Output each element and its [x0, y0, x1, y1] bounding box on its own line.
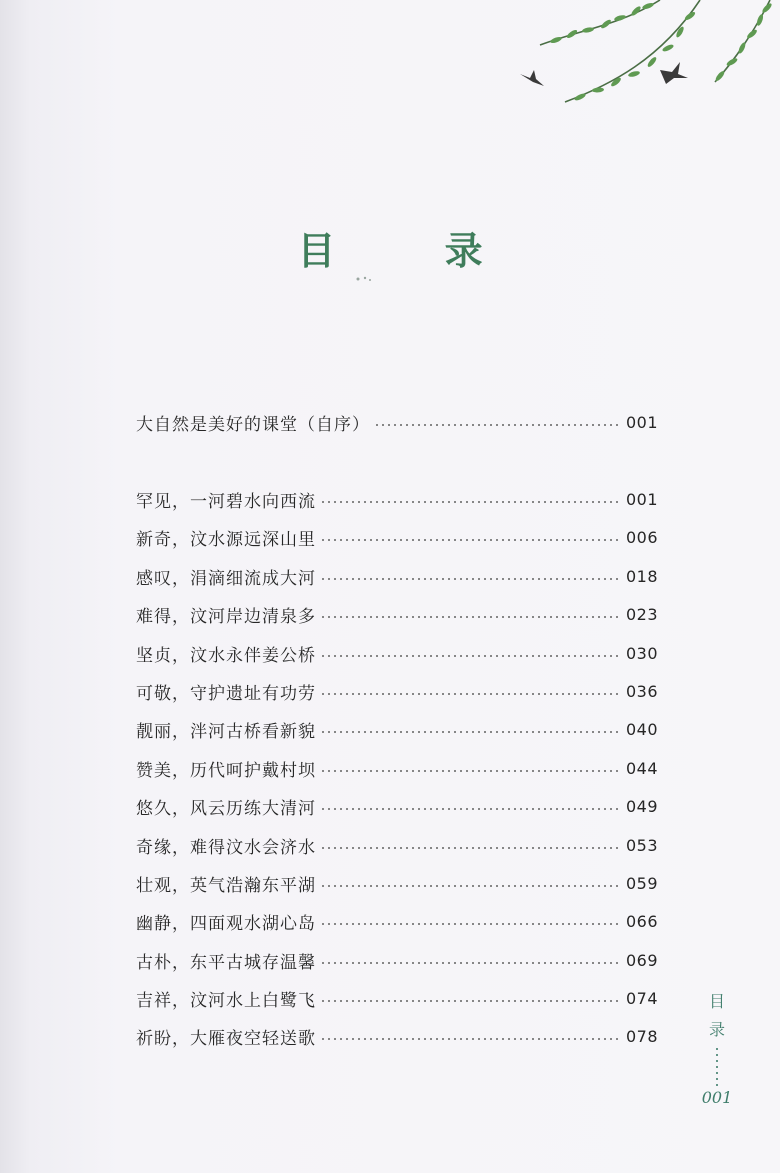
toc-page-number: 078 [625, 1026, 658, 1046]
toc-entry-label: 罕见，一河碧水向西流 [136, 491, 316, 512]
leader-dots [320, 1038, 618, 1040]
toc-row[interactable] [136, 484, 658, 514]
side-marker-char: 目 [708, 992, 725, 1011]
page-title: 目 录 [297, 228, 531, 273]
leader-dots [320, 501, 618, 503]
leader-dots [320, 693, 618, 695]
toc-page-number: 066 [625, 911, 658, 931]
decorative-smudge [352, 275, 376, 283]
leader-dots [320, 847, 618, 849]
toc-page-number: 049 [625, 796, 658, 816]
toc-entry-label: 感叹，涓滴细流成大河 [136, 568, 316, 589]
toc-entry-label: 赞美，历代呵护戴村坝 [136, 760, 316, 781]
toc-page-number: 018 [625, 566, 658, 586]
leader-dots [320, 731, 618, 733]
toc-page-number: 023 [625, 604, 658, 624]
toc-page-number: 059 [625, 873, 658, 893]
toc-page-number: 030 [625, 643, 658, 663]
side-marker-char: 录 [708, 1020, 725, 1039]
toc-entry-label: 坚贞，汶水永伴姜公桥 [136, 645, 316, 666]
toc-preface-row[interactable] [136, 407, 658, 437]
side-page-number: 001 [701, 1088, 733, 1107]
toc-page-number: 040 [625, 719, 658, 739]
toc-entry-label: 吉祥，汶河水上白鹭飞 [136, 990, 316, 1011]
leader-dots [320, 1000, 618, 1002]
toc-page-number: 001 [625, 412, 658, 432]
toc-entry-label: 壮观，英气浩瀚东平湖 [136, 875, 316, 896]
toc-row[interactable] [136, 983, 658, 1013]
toc-row[interactable] [136, 868, 658, 898]
toc-page-number: 044 [625, 758, 658, 778]
toc-entry-label: 幽静，四面观水湖心岛 [136, 913, 316, 934]
toc-row[interactable] [136, 714, 658, 744]
toc-entry-label: 可敬，守护遗址有功劳 [136, 683, 316, 704]
toc-entry-label: 古朴，东平古城存温馨 [136, 952, 316, 973]
toc-row[interactable] [136, 561, 658, 591]
toc-row[interactable] [136, 945, 658, 975]
toc-row[interactable] [136, 791, 658, 821]
toc-entry-label: 祈盼，大雁夜空轻送歌 [136, 1028, 316, 1049]
leader-dots [320, 578, 618, 580]
toc-row[interactable] [136, 638, 658, 668]
toc-page-number: 074 [625, 988, 658, 1008]
side-page-marker [700, 988, 734, 1107]
toc-row[interactable] [136, 906, 658, 936]
toc-row[interactable] [136, 753, 658, 783]
leader-dots [320, 616, 618, 618]
leader-dots [320, 655, 618, 657]
leader-dots [320, 885, 618, 887]
toc-row[interactable] [136, 676, 658, 706]
toc-page-number: 053 [625, 835, 658, 855]
leader-dots [320, 923, 618, 925]
vertical-leader-dots [716, 1046, 718, 1086]
toc-page-number: 001 [625, 489, 658, 509]
toc-row[interactable] [136, 830, 658, 860]
toc-entry-label: 靓丽，泮河古桥看新貌 [136, 721, 316, 742]
leader-dots [320, 808, 618, 810]
toc-entry-label: 奇缘，难得汶水会济水 [136, 837, 316, 858]
toc-entry-label: 悠久，风云历练大清河 [136, 798, 316, 819]
toc-entry-label: 新奇，汶水源远深山里 [136, 529, 316, 550]
willow-and-swallows-illustration [520, 0, 780, 120]
leader-dots [320, 770, 618, 772]
leader-dots [320, 962, 618, 964]
toc-entry-label: 难得，汶河岸边清泉多 [136, 606, 316, 627]
toc-row[interactable] [136, 522, 658, 552]
toc-row[interactable] [136, 1021, 658, 1051]
leader-dots [320, 539, 618, 541]
toc-page-number: 069 [625, 950, 658, 970]
leader-dots [374, 424, 618, 426]
toc-entry-label: 大自然是美好的课堂（自序） [136, 414, 370, 435]
toc-page-number: 036 [625, 681, 658, 701]
toc-page-number: 006 [625, 527, 658, 547]
toc-row[interactable] [136, 599, 658, 629]
